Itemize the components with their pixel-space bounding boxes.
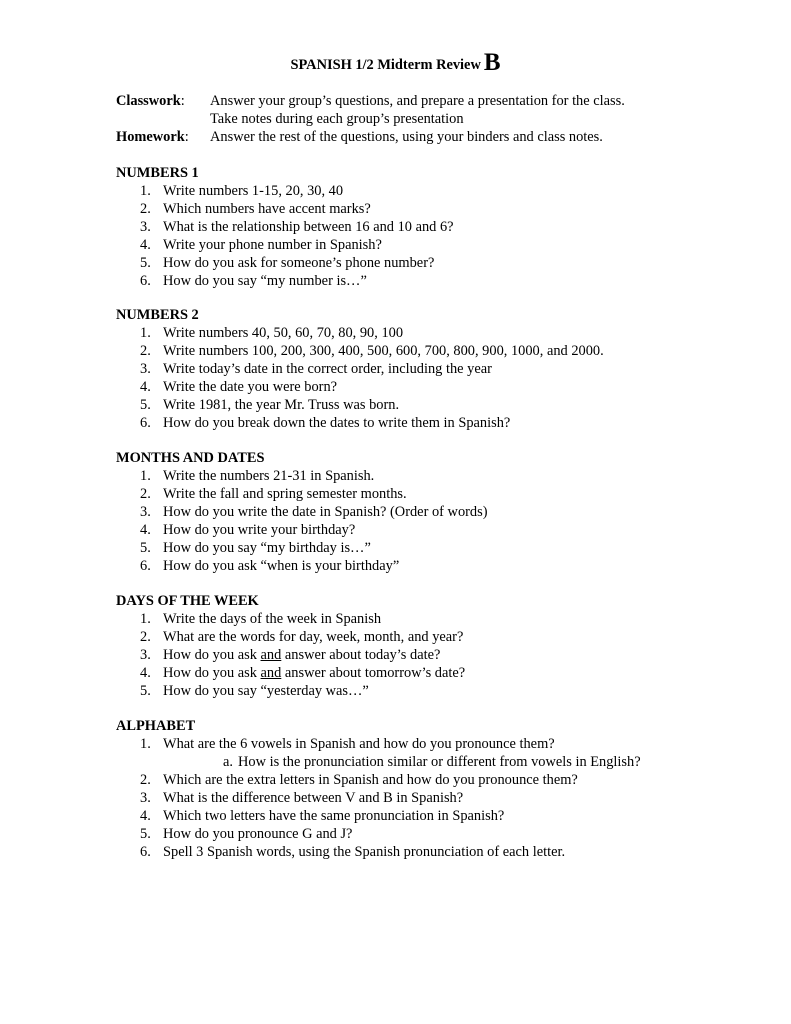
- question-list: [116, 324, 756, 432]
- title-text: SPANISH 1/2 Midterm Review: [290, 57, 481, 73]
- section-days-of-the-week: [116, 592, 756, 700]
- list-item: 4. How do you ask and answer about tomorrow’s date?: [140, 665, 466, 681]
- list-item: 5. How do you say “my birthday is…”: [140, 540, 371, 556]
- section-alphabet: [116, 717, 756, 861]
- classwork-line-1: Answer your group’s questions, and prepare a presentation for the class.: [210, 93, 625, 109]
- homework-label: Homework:: [116, 129, 189, 145]
- list-item: 3. What is the relationship between 16 and 10 and 6?: [140, 219, 454, 235]
- list-item: 2. What are the words for day, week, month, and year?: [140, 629, 464, 645]
- question-list: [116, 182, 756, 290]
- section-numbers-1: [116, 164, 756, 290]
- list-item: 1. Write numbers 1-15, 20, 30, 40: [140, 183, 344, 199]
- list-item: 2. Write numbers 100, 200, 300, 400, 500, 600, 700, 800, 900, 1000, and 2000.: [140, 343, 604, 359]
- section-title: ALPHABET: [116, 718, 196, 734]
- list-item: 6. How do you ask “when is your birthday”: [140, 558, 400, 574]
- list-item: 5. Write 1981, the year Mr. Truss was born.: [140, 397, 400, 413]
- list-item: 3. How do you write the date in Spanish? (Order of words): [140, 504, 488, 520]
- list-item: 1. Write the numbers 21-31 in Spanish.: [140, 468, 375, 484]
- list-item: 6. How do you say “my number is…”: [140, 273, 367, 289]
- list-item: 1. Write numbers 40, 50, 60, 70, 80, 90, 100: [140, 325, 404, 341]
- section-numbers-2: [116, 306, 756, 432]
- section-title: DAYS OF THE WEEK: [116, 593, 259, 609]
- list-item: 2. Which are the extra letters in Spanish and how do you pronounce them?: [140, 772, 578, 788]
- list-item: 6. How do you break down the dates to write them in Spanish?: [140, 415, 511, 431]
- section-title: MONTHS AND DATES: [116, 450, 265, 466]
- section-title: NUMBERS 2: [116, 307, 199, 323]
- list-item: 2. Write the fall and spring semester months.: [140, 486, 407, 502]
- section-title: NUMBERS 1: [116, 165, 199, 181]
- list-item: 3. What is the difference between V and B in Spanish?: [140, 790, 464, 806]
- list-item: 5. How do you ask for someone’s phone number?: [140, 255, 435, 271]
- list-item: 1. What are the 6 vowels in Spanish and how do you pronounce them?: [140, 736, 555, 752]
- classwork-label: Classwork:: [116, 93, 185, 109]
- sub-list-item: a. How is the pronunciation similar or different from vowels in English?: [223, 754, 641, 770]
- list-item: 4. Write the date you were born?: [140, 379, 338, 395]
- question-list: [116, 735, 756, 861]
- page-title: [0, 48, 791, 80]
- list-item: 4. Write your phone number in Spanish?: [140, 237, 382, 253]
- question-list: [116, 467, 756, 575]
- classwork-line-2: Take notes during each group’s presentation: [210, 111, 464, 127]
- section-months-and-dates: [116, 449, 756, 575]
- list-item: 3. How do you ask and answer about today’s date?: [140, 647, 441, 663]
- list-item: 2. Which numbers have accent marks?: [140, 201, 371, 217]
- title-letter: B: [483, 49, 501, 76]
- list-item: 4. How do you write your birthday?: [140, 522, 356, 538]
- list-item: 6. Spell 3 Spanish words, using the Spanish pronunciation of each letter.: [140, 844, 566, 860]
- list-item: 4. Which two letters have the same pronunciation in Spanish?: [140, 808, 505, 824]
- homework-text: Answer the rest of the questions, using your binders and class notes.: [210, 129, 603, 145]
- list-item: 5. How do you pronounce G and J?: [140, 826, 353, 842]
- list-item: 5. How do you say “yesterday was…”: [140, 683, 369, 699]
- list-item: 1. Write the days of the week in Spanish: [140, 611, 382, 627]
- list-item: 3. Write today’s date in the correct order, including the year: [140, 361, 492, 377]
- question-list: [116, 610, 756, 700]
